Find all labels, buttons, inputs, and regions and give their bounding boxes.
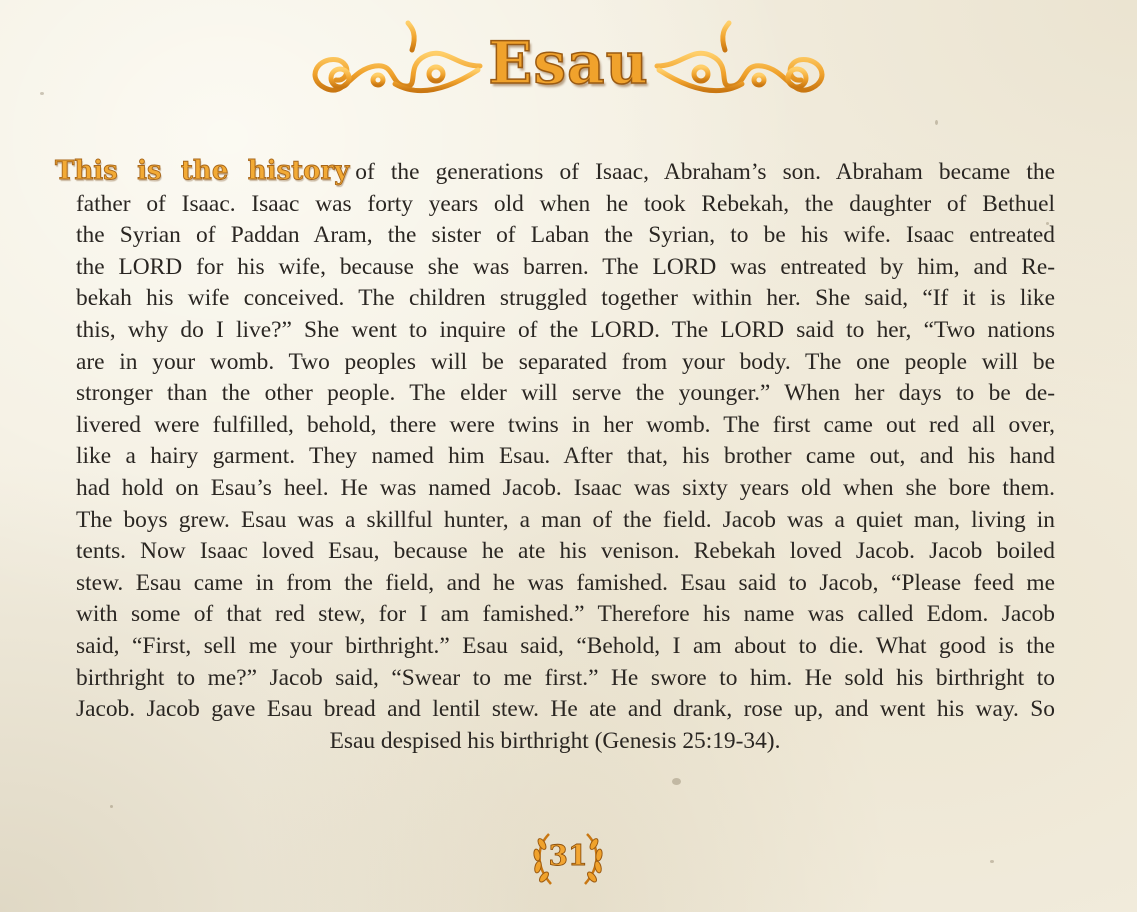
text-line: The boys grew. Esau was a skillful hunter, a man of the field. Jacob was a quiet man, living in [76, 506, 1055, 533]
text-line [55, 156, 1055, 189]
text-line: bekah his wife conceived. The children struggled together within her. She said, “If it is like [76, 285, 1055, 312]
text-line: like a hairy garment. They named him Esau. After that, his brother came out, and his hand [76, 443, 1055, 470]
text-line: the Syrian of Paddan Aram, the sister of Laban the Syrian, to be his wife. Isaac entreated [76, 222, 1055, 249]
text-line: said, “First, sell me your birthright.” Esau said, “Behold, I am about to die. What good is the [76, 632, 1055, 659]
text-line: birthright to me?” Jacob said, “Swear to me first.” He swore to him. He sold his birthright to [76, 664, 1055, 691]
text-line: the LORD for his wife, because she was barren. The LORD was entreated by him, and Re- [76, 253, 1055, 280]
text-line: livered were fulfilled, behold, there were twins in her womb. The first came out red all over, [76, 411, 1055, 438]
lead-in-heading: This is the history [55, 156, 350, 186]
body-paragraph [55, 156, 1055, 757]
text-line-content: of the generations of Isaac, Abraham’s son. Abraham became the [355, 159, 1055, 185]
text-line: had hold on Esau’s heel. He was named Jacob. Isaac was sixty years old when she bore them. [76, 474, 1055, 501]
text-line: are in your womb. Two peoples will be separated from your body. The one people will be [76, 348, 1055, 375]
text-line: this, why do I live?” She went to inquire of the LORD. The LORD said to her, “Two nations [76, 316, 1055, 343]
text-line: Esau despised his birthright (Genesis 25:19-34). [329, 727, 781, 754]
page-title: Esau [488, 29, 649, 97]
text-line: with some of that red stew, for I am famished.” Therefore his name was called Edom. Jacob [76, 601, 1055, 628]
page-number: 31 [548, 839, 588, 872]
text-line: father of Isaac. Isaac was forty years old when he took Rebekah, the daughter of Bethuel [76, 190, 1055, 217]
text-line: Jacob. Jacob gave Esau bread and lentil stew. He ate and drank, rose up, and went his way. So [76, 696, 1055, 723]
text-line: stew. Esau came in from the field, and he was famished. Esau said to Jacob, “Please feed me [76, 569, 1055, 596]
text-line: stronger than the other people. The elder will serve the younger.” When her days to be de- [76, 380, 1055, 407]
paper-speck [110, 805, 113, 808]
paper-speck [990, 860, 994, 863]
paper-speck [935, 120, 938, 125]
text-line: tents. Now Isaac loved Esau, because he ate his venison. Rebekah loved Jacob. Jacob boiled [76, 538, 1055, 565]
paper-speck [672, 778, 681, 785]
